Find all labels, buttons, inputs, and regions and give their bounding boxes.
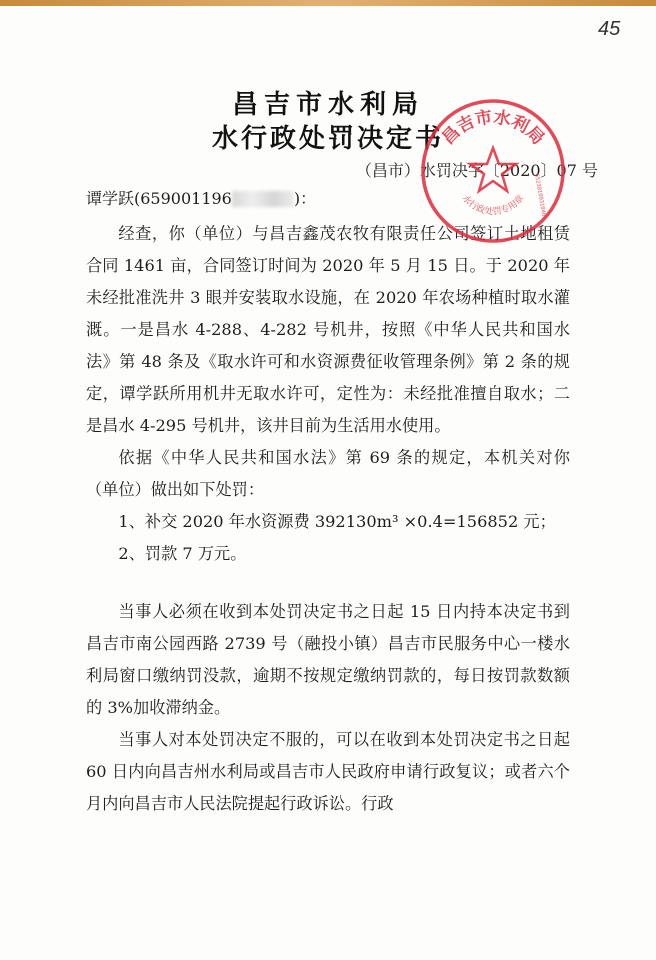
recipient-name: 谭学跃(659001196 — [86, 189, 232, 208]
payment-instructions-paragraph: 当事人必须在收到本处罚决定书之日起 15 日内持本决定书到昌吉市南公园西路 2739 号（融投小镇）昌吉市民服务中心一楼水利局窗口缴纳罚没款，逾期不按规定缴纳罚款的，每日按罚款数额的 3%加收滞纳金。 — [86, 602, 570, 717]
redacted-id-blur — [232, 191, 294, 207]
legal-basis-paragraph: 依据《中华人民共和国水法》第 69 条的规定，本机关对你（单位）做出如下处罚： — [86, 448, 570, 499]
svg-text:水行政处罚专用章 — [460, 192, 527, 217]
seal-subtext: 水行政处罚专用章 — [459, 193, 527, 218]
document-number: （昌市）水罚决字〔2020〕07 号 — [355, 161, 598, 180]
appeal-rights-paragraph: 当事人对本处罚决定不服的，可以在收到本处罚决定书之日起 60 日内向昌吉州水利局或昌吉市人民政府申请行政复议；或者六个月内向昌吉市人民法院提起行政诉讼。行政 — [86, 730, 570, 813]
penalty-item-1: 1、补交 2020 年水资源费 392130m³ ×0.4=156852 元； — [118, 512, 556, 531]
seal-text: 昌吉市水利局 — [438, 107, 548, 149]
scan-edge-strip — [0, 0, 656, 6]
recipient-colon: )： — [293, 189, 317, 208]
issuer-title: 昌吉市水利局 — [231, 90, 424, 120]
document-body — [86, 218, 570, 820]
recipient-line — [86, 186, 316, 209]
document-title: 水行政处罚决定书 — [211, 124, 444, 154]
page-number: 45 — [598, 18, 621, 40]
seal-serial: 6523010031046 — [533, 173, 547, 217]
penalty-item-2: 2、罚款 7 万元。 — [118, 544, 247, 563]
investigation-paragraph: 经查，你（单位）与昌吉鑫茂农牧有限责任公司签订土地租赁合同 1461 亩，合同签订时间为 2020 年 5 月 15 日。于 2020 年未经批准洗井 3 眼并安装取水设施，在 2020 年农场种植时取水灌溉。一是昌水 4-288、4-282 号机井，按照《中华人民共和国水法》第 48 条及《取水许可和水资源费征收管理条例》第 2 条的规定，谭学跃所用机井无取水许可，定性为：未经批准擅自取水；二是昌水 4-295 号机井，该井目前为生活用水使用。 — [86, 224, 570, 435]
paragraph-gap — [86, 570, 570, 596]
official-seal-stamp — [418, 96, 568, 246]
